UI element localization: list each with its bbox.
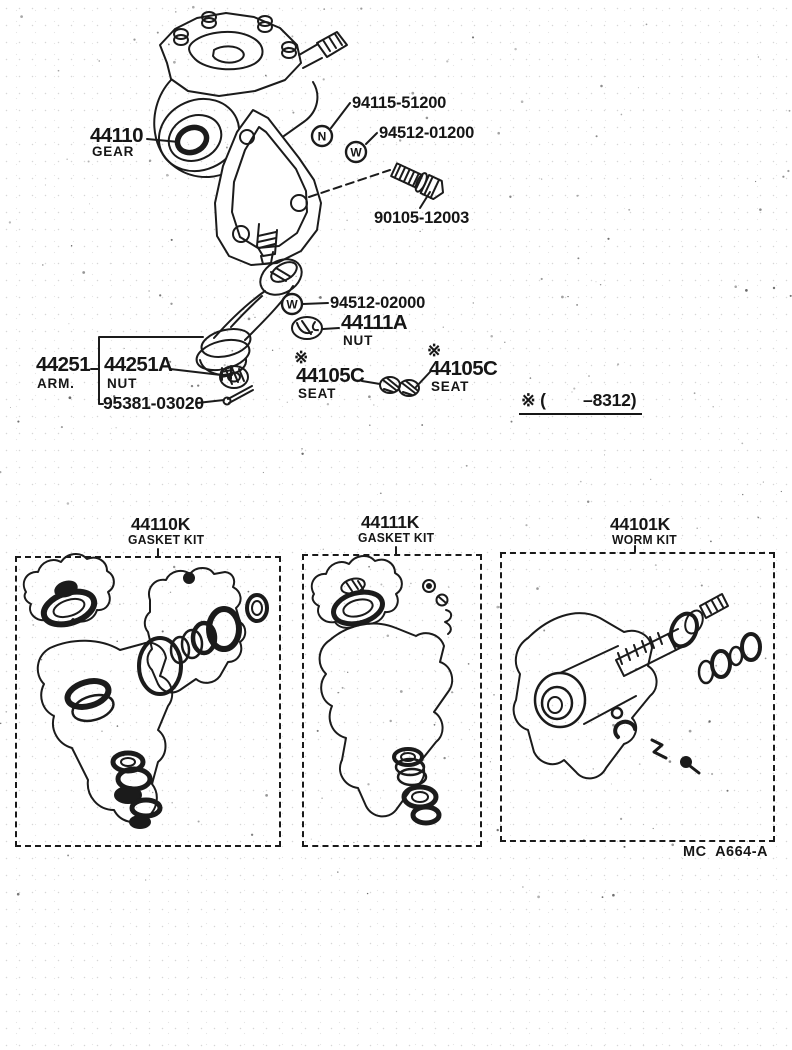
part-number-94115-51200: 94115-51200	[352, 94, 447, 112]
bolt-illustration	[390, 161, 447, 202]
kit-box-44111k	[302, 554, 482, 847]
kit-label-44101k: WORM KIT	[612, 533, 677, 547]
pitman-arm-illustration	[193, 252, 308, 380]
circled-n-letter: N	[317, 129, 327, 144]
part-label-gear: GEAR	[92, 144, 135, 159]
kit-number-44110k: 44110K	[131, 514, 191, 534]
kit-number-44101k: 44101K	[610, 514, 671, 534]
part-number-44111a: 44111A	[341, 311, 407, 334]
part-number-95381-03020: 95381-03020	[103, 393, 204, 413]
part-label-nut-lower: NUT	[107, 376, 138, 391]
part-number-44251: 44251	[36, 353, 91, 376]
circled-w-letter-arm: W	[286, 297, 298, 312]
part-number-44105c-left: 44105C	[296, 364, 365, 387]
kit-label-44111k: GASKET KIT	[358, 531, 435, 545]
part-label-nut-upper: NUT	[343, 333, 374, 348]
part-number-44251a: 44251A	[104, 353, 173, 376]
circled-w-symbol-arm	[282, 294, 302, 314]
reference-mark-right: ※	[427, 341, 442, 360]
circled-w-symbol-upper	[346, 142, 366, 162]
part-label-seat-right: SEAT	[431, 379, 470, 394]
applicability-note: ※ ( –8312)	[519, 392, 642, 415]
part-number-94512-02000: 94512-02000	[330, 294, 426, 312]
kit-label-44110k: GASKET KIT	[128, 533, 205, 547]
kit-box-44101k	[500, 552, 775, 842]
part-label-arm: ARM.	[37, 376, 75, 391]
part-label-seat-left: SEAT	[298, 386, 337, 401]
reference-mark-left: ※	[294, 348, 309, 367]
part-number-94512-01200: 94512-01200	[379, 124, 475, 142]
part-number-44105c-right: 44105C	[429, 357, 498, 380]
circled-n-symbol	[312, 126, 332, 146]
part-number-90105-12003: 90105-12003	[374, 209, 470, 227]
kit-box-44110k	[15, 556, 281, 847]
part-number-44110: 44110	[90, 124, 143, 147]
circled-w-letter-upper: W	[350, 145, 362, 160]
kit-number-44111k: 44111K	[361, 512, 420, 532]
figure-code: MC A664-A	[683, 844, 769, 860]
